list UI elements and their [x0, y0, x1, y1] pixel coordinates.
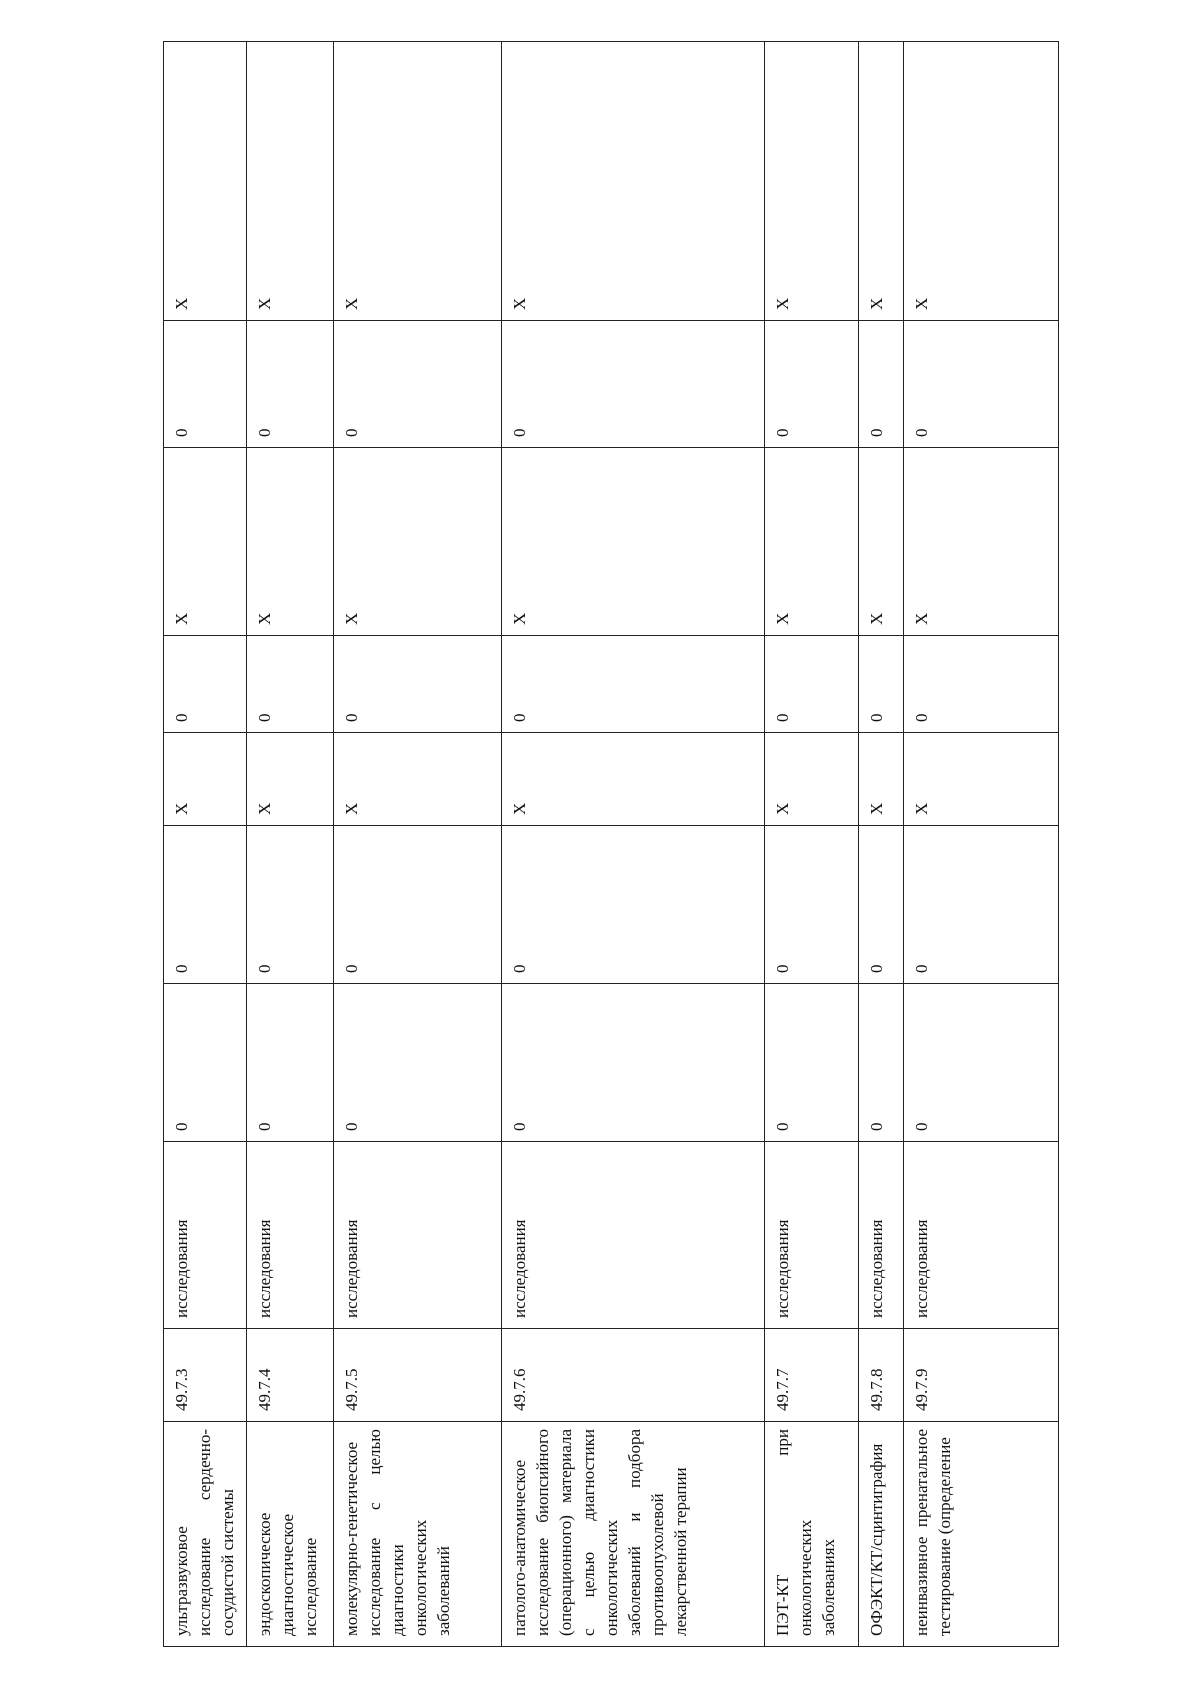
cell-value: 0	[502, 321, 765, 448]
cell-value: 0	[904, 636, 1059, 733]
table-row	[334, 42, 502, 1647]
cell-value: 0	[859, 826, 904, 984]
cell-name: ПЭТ-КТ при онкологических заболеваниях	[765, 1422, 859, 1647]
cell-value: 0	[334, 984, 502, 1142]
cell-value: X	[859, 733, 904, 826]
cell-name: молекулярно-генетическое исследование с целью диагностики онкологических заболеваний	[334, 1422, 502, 1647]
cell-unit: исследования	[502, 1142, 765, 1329]
cell-value: X	[502, 733, 765, 826]
table-row	[164, 42, 247, 1647]
cell-code: 49.7.3	[164, 1329, 247, 1422]
table-row	[859, 42, 904, 1647]
cell-unit: исследования	[765, 1142, 859, 1329]
cell-value: X	[247, 448, 334, 636]
cell-value: 0	[765, 826, 859, 984]
cell-unit: исследования	[904, 1142, 1059, 1329]
cell-value: X	[859, 448, 904, 636]
cell-unit: исследования	[247, 1142, 334, 1329]
table-row	[502, 42, 765, 1647]
cell-value: 0	[247, 636, 334, 733]
cell-name: ОФЭКТ/КТ/сцинтиграфия	[859, 1422, 904, 1647]
cell-code: 49.7.8	[859, 1329, 904, 1422]
cell-value: 0	[502, 636, 765, 733]
cell-value: X	[164, 42, 247, 321]
cell-value: X	[334, 448, 502, 636]
cell-value: X	[904, 733, 1059, 826]
cell-value: X	[502, 42, 765, 321]
cell-code: 49.7.6	[502, 1329, 765, 1422]
cell-value: X	[502, 448, 765, 636]
cell-value: 0	[334, 826, 502, 984]
cell-unit: исследования	[164, 1142, 247, 1329]
cell-value: X	[859, 42, 904, 321]
cell-value: X	[247, 733, 334, 826]
cell-value: X	[164, 448, 247, 636]
cell-value: 0	[859, 321, 904, 448]
cell-value: 0	[765, 321, 859, 448]
table-row	[247, 42, 334, 1647]
cell-value: 0	[164, 321, 247, 448]
cell-value: X	[904, 42, 1059, 321]
statistics-table	[163, 41, 1059, 1647]
cell-unit: исследования	[334, 1142, 502, 1329]
cell-code: 49.7.4	[247, 1329, 334, 1422]
cell-value: 0	[904, 984, 1059, 1142]
cell-code: 49.7.5	[334, 1329, 502, 1422]
cell-value: X	[164, 733, 247, 826]
cell-value: 0	[502, 826, 765, 984]
cell-code: 49.7.9	[904, 1329, 1059, 1422]
table-row	[904, 42, 1059, 1647]
rotated-table-page	[163, 42, 1058, 1647]
cell-value: 0	[247, 984, 334, 1142]
cell-value: 0	[164, 826, 247, 984]
cell-value: 0	[164, 984, 247, 1142]
cell-code: 49.7.7	[765, 1329, 859, 1422]
cell-value: X	[904, 448, 1059, 636]
cell-value: X	[765, 733, 859, 826]
cell-value: 0	[904, 826, 1059, 984]
cell-unit: исследования	[859, 1142, 904, 1329]
cell-value: X	[765, 448, 859, 636]
cell-value: 0	[247, 321, 334, 448]
cell-name: патолого-анатомическое исследование биопсийного (операционного) материала с целью диагностики онкологических заболеваний и подбора противоопухолевой лекарственной терапии	[502, 1422, 765, 1647]
cell-name: ультразвуковое исследование сердечно-сосудистой системы	[164, 1422, 247, 1647]
cell-value: 0	[334, 636, 502, 733]
table-row	[765, 42, 859, 1647]
cell-name: неинвазивное пренатальное тестирование (определение	[904, 1422, 1059, 1647]
cell-value: 0	[247, 826, 334, 984]
cell-value: X	[247, 42, 334, 321]
cell-value: X	[334, 42, 502, 321]
cell-value: 0	[859, 636, 904, 733]
cell-value: X	[765, 42, 859, 321]
cell-value: 0	[859, 984, 904, 1142]
cell-value: 0	[904, 321, 1059, 448]
cell-value: 0	[164, 636, 247, 733]
cell-value: 0	[502, 984, 765, 1142]
cell-value: 0	[765, 984, 859, 1142]
cell-value: 0	[765, 636, 859, 733]
cell-name: эндоскопическое диагностическое исследование	[247, 1422, 334, 1647]
cell-value: X	[334, 733, 502, 826]
cell-value: 0	[334, 321, 502, 448]
